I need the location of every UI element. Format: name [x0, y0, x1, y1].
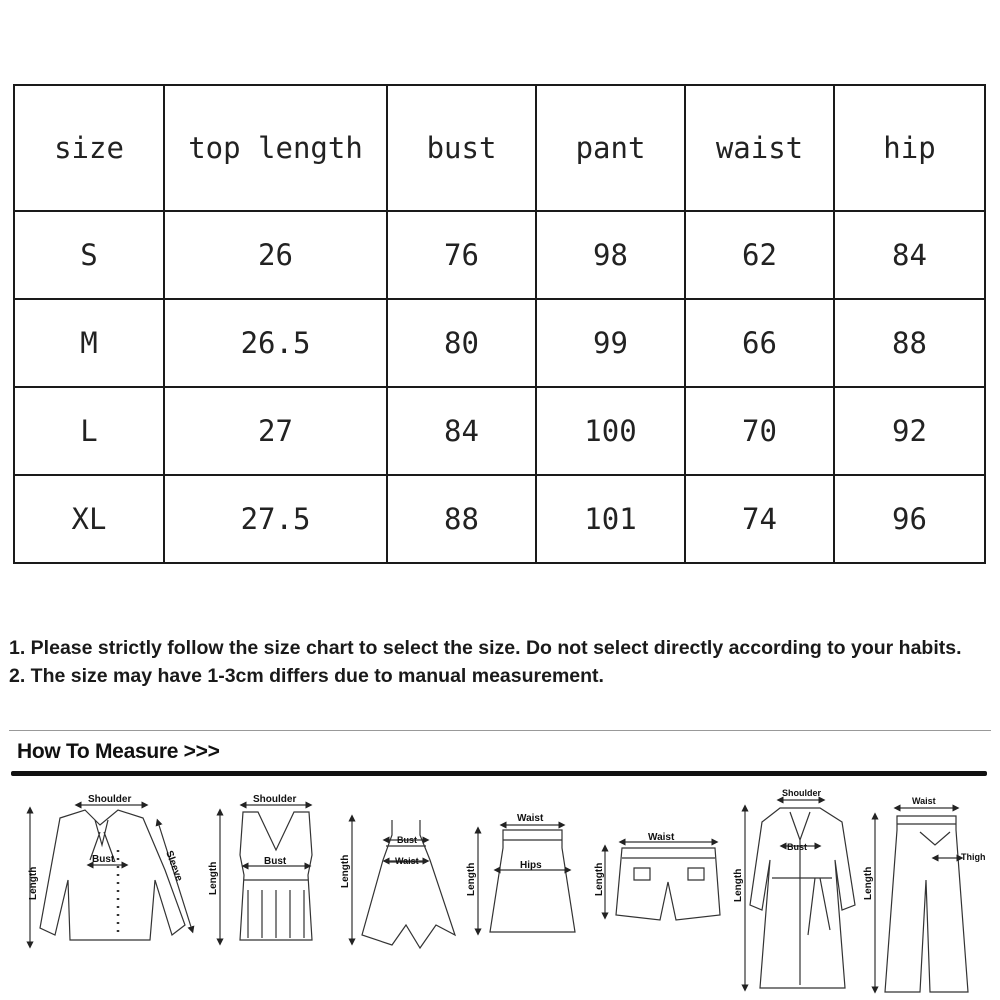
- table-cell: 76: [387, 211, 536, 299]
- coat-bust-label: Bust: [787, 842, 807, 852]
- shorts-waist-label: Waist: [648, 832, 675, 843]
- table-cell: S: [14, 211, 164, 299]
- table-row: [14, 211, 985, 299]
- coat-shoulder-label: Shoulder: [782, 788, 822, 798]
- table-cell: 88: [387, 475, 536, 563]
- blouse-bust-label: Bust: [92, 854, 115, 865]
- table-cell: 92: [834, 387, 985, 475]
- size-notes: [9, 634, 994, 690]
- dress-length-label: Length: [340, 854, 351, 888]
- note-2: 2. The size may have 1-3cm differs due to manual measurement.: [9, 665, 604, 687]
- title-underline: [11, 771, 987, 776]
- table-cell: 70: [685, 387, 834, 475]
- header-cell: hip: [834, 85, 985, 211]
- skirt-waist-label: Waist: [517, 813, 544, 824]
- table-row: [14, 299, 985, 387]
- table-cell: L: [14, 387, 164, 475]
- tank-shoulder-label: Shoulder: [253, 794, 297, 805]
- pants-length-label: Length: [863, 866, 874, 900]
- table-cell: 66: [685, 299, 834, 387]
- table-cell: 26.5: [164, 299, 387, 387]
- header-cell: bust: [387, 85, 536, 211]
- tank-figure: [220, 805, 312, 942]
- table-cell: 96: [834, 475, 985, 563]
- blouse-shoulder-label: Shoulder: [88, 794, 132, 805]
- blouse-figure: [30, 805, 192, 945]
- table-cell: 100: [536, 387, 685, 475]
- coat-length-label: Length: [733, 868, 744, 902]
- table-cell: 88: [834, 299, 985, 387]
- header-cell: top length: [164, 85, 387, 211]
- table-row: [14, 475, 985, 563]
- dress-waist-label: Waist: [395, 856, 419, 866]
- table-cell: 101: [536, 475, 685, 563]
- table-cell: 84: [834, 211, 985, 299]
- table-cell: 74: [685, 475, 834, 563]
- pants-figure: [875, 808, 968, 992]
- tank-length-label: Length: [208, 861, 219, 895]
- table-cell: 80: [387, 299, 536, 387]
- blouse-length-label: Length: [28, 866, 39, 900]
- table-cell: 99: [536, 299, 685, 387]
- table-cell: 27: [164, 387, 387, 475]
- note-1: 1. Please strictly follow the size chart to select the size. Do not select directly according to your habits.: [9, 637, 962, 659]
- blouse-sleeve-label: Sleeve: [163, 849, 185, 883]
- how-to-measure-title: How To Measure >>>: [17, 740, 220, 763]
- table-cell: 27.5: [164, 475, 387, 563]
- table-cell: 62: [685, 211, 834, 299]
- table-header-row: [14, 85, 985, 211]
- divider: [9, 730, 991, 731]
- table-cell: 98: [536, 211, 685, 299]
- skirt-figure: [478, 825, 575, 932]
- tank-bust-label: Bust: [264, 856, 287, 867]
- table-row: [14, 387, 985, 475]
- size-chart-table: [13, 84, 986, 564]
- header-cell: size: [14, 85, 164, 211]
- skirt-length-label: Length: [466, 862, 477, 896]
- table-cell: 26: [164, 211, 387, 299]
- header-cell: waist: [685, 85, 834, 211]
- pants-waist-label: Waist: [912, 796, 936, 806]
- measurement-figures: [0, 780, 1000, 995]
- header-cell: pant: [536, 85, 685, 211]
- skirt-hips-label: Hips: [520, 860, 542, 871]
- table-cell: M: [14, 299, 164, 387]
- shorts-figure: [605, 842, 720, 920]
- table-cell: XL: [14, 475, 164, 563]
- table-cell: 84: [387, 387, 536, 475]
- dress-bust-label: Bust: [397, 835, 417, 845]
- pants-thigh-label: Thigh: [961, 852, 986, 862]
- coat-figure: [745, 800, 855, 988]
- shorts-length-label: Length: [594, 862, 605, 896]
